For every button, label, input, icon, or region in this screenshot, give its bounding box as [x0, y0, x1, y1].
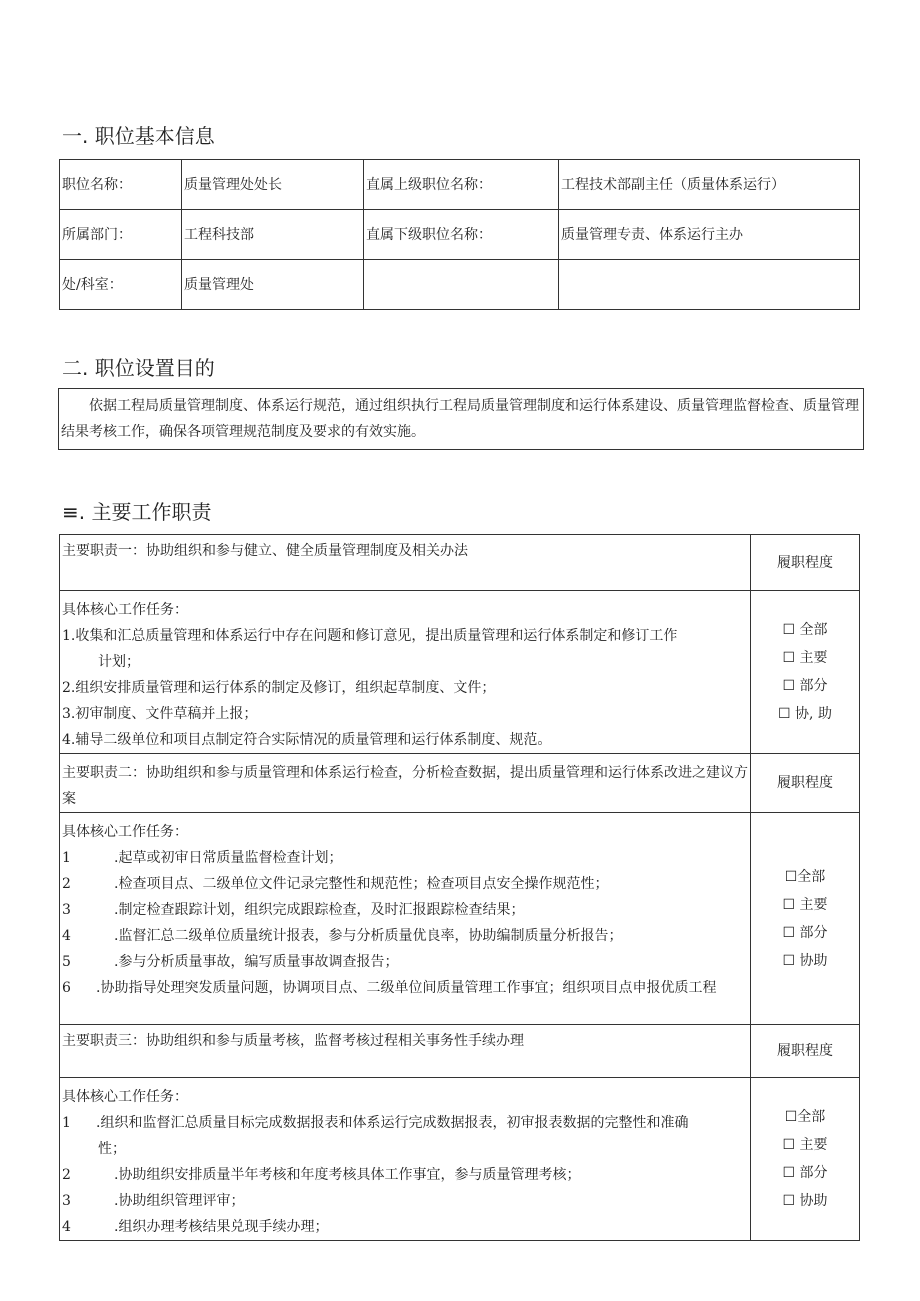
- checkbox-main[interactable]: ☐ 主要: [782, 1137, 828, 1153]
- checkbox-all[interactable]: ☐全部: [784, 1109, 826, 1125]
- duty-3-tasks: [60, 1078, 751, 1241]
- list-item-continued: 性；: [98, 1141, 126, 1157]
- checkbox-all[interactable]: ☐ 全部: [782, 622, 828, 638]
- section-1-title: 一. 职位基本信息: [62, 124, 215, 148]
- value-superior: 工程技术部副主任（质量体系运行）: [559, 160, 860, 210]
- task-head: 具体核心工作任务：: [62, 824, 188, 840]
- duty-2-degree-label: 履职程度: [751, 754, 860, 813]
- duty-3-title: 主要职责三：协助组织和参与质量考核，监督考核过程相关事务性手续办理: [60, 1025, 751, 1078]
- basic-info-table: [59, 159, 860, 310]
- table-row: [60, 1025, 860, 1078]
- task-head: 具体核心工作任务：: [62, 1089, 188, 1105]
- list-item: 1.收集和汇总质量管理和体系运行中存在问题和修订意见，提出质量管理和运行体系制定和修订工作: [62, 628, 678, 644]
- duty-3-degree-label: 履职程度: [751, 1025, 860, 1078]
- empty-cell: [559, 260, 860, 310]
- table-row: [60, 754, 860, 813]
- table-row: [60, 813, 860, 1025]
- duty-1-title: 主要职责一：协助组织和参与健立、健全质量管理制度及相关办法: [60, 535, 751, 591]
- checkbox-assist[interactable]: ☐ 协助: [782, 952, 828, 969]
- list-item: 1 .组织和监督汇总质量目标完成数据报表和体系运行完成数据报表，初审报表数据的完整性和准确: [62, 1115, 689, 1131]
- label-subordinate: 直属下级职位名称：: [364, 210, 559, 260]
- list-item: 3.初审制度、文件草稿并上报；: [62, 706, 258, 722]
- purpose-text: 依据工程局质量管理制度、体系运行规范，通过组织执行工程局质量管理制度和运行体系建设、质量管理监督检查、质量管理结果考核工作，确保各项管理规范制度及要求的有效实施。: [58, 388, 864, 450]
- table-row: [60, 1078, 860, 1241]
- checkbox-assist[interactable]: ☐ 协, 助: [778, 706, 832, 722]
- duties-table: [59, 534, 860, 1241]
- list-item: 3 .制定检查跟踪计划，组织完成跟踪检查，及时汇报跟踪检查结果；: [62, 902, 525, 918]
- duty-2-title: 主要职责二：协助组织和参与质量管理和体系运行检查，分析检查数据，提出质量管理和运行体系改进之建议方案: [60, 754, 751, 813]
- empty-cell: [364, 260, 559, 310]
- checkbox-partial[interactable]: ☐ 部分: [782, 678, 828, 694]
- value-department: 工程科技部: [182, 210, 364, 260]
- table-row: [60, 591, 860, 754]
- list-item-continued: 计划；: [98, 654, 140, 670]
- checkbox-main[interactable]: ☐ 主要: [782, 896, 828, 913]
- duty-3-checkboxes: [751, 1078, 860, 1241]
- list-item: 6 .协助指导处理突发质量问题，协调项目点、二级单位间质量管理工作事宜；组织项目点申报优质工程: [62, 980, 717, 996]
- section-3-title: ≡. 主要工作职责: [62, 500, 212, 524]
- list-item: 1 .起草或初审日常质量监督检查计划；: [62, 850, 343, 866]
- task-head: 具体核心工作任务：: [62, 602, 188, 618]
- label-office: 处/科室：: [60, 260, 182, 310]
- list-item: 2 .检查项目点、二级单位文件记录完整性和规范性；检查项目点安全操作规范性；: [62, 876, 609, 892]
- checkbox-all[interactable]: ☐全部: [784, 868, 826, 885]
- value-office: 质量管理处: [182, 260, 364, 310]
- checkbox-assist[interactable]: ☐ 协助: [782, 1193, 828, 1209]
- table-row: [60, 535, 860, 591]
- list-item: 3 .协助组织管理评审；: [62, 1193, 245, 1209]
- table-row: [60, 210, 860, 260]
- list-item: 2.组织安排质量管理和运行体系的制定及修订，组织起草制度、文件；: [62, 680, 496, 696]
- value-position-name: 质量管理处处长: [182, 160, 364, 210]
- checkbox-partial[interactable]: ☐ 部分: [782, 924, 828, 941]
- value-subordinate: 质量管理专责、体系运行主办: [559, 210, 860, 260]
- label-superior: 直属上级职位名称：: [364, 160, 559, 210]
- duty-1-degree-label: 履职程度: [751, 535, 860, 591]
- table-row: [60, 260, 860, 310]
- section-2-title: 二. 职位设置目的: [62, 356, 215, 380]
- duty-1-checkboxes: [751, 591, 860, 754]
- duty-2-tasks: [60, 813, 751, 1025]
- duty-1-tasks: [60, 591, 751, 754]
- list-item: 4 .监督汇总二级单位质量统计报表，参与分析质量优良率，协助编制质量分析报告；: [62, 928, 623, 944]
- checkbox-partial[interactable]: ☐ 部分: [782, 1165, 828, 1181]
- duty-2-checkboxes: [751, 813, 860, 1025]
- list-item: 4 .组织办理考核结果兑现手续办理；: [62, 1219, 329, 1235]
- list-item: 4.辅导二级单位和项目点制定符合实际情况的质量管理和运行体系制度、规范。: [62, 732, 552, 748]
- list-item: 2 .协助组织安排质量半年考核和年度考核具体工作事宜，参与质量管理考核；: [62, 1167, 581, 1183]
- label-position-name: 职位名称：: [60, 160, 182, 210]
- label-department: 所属部门：: [60, 210, 182, 260]
- list-item: 5 .参与分析质量事故，编写质量事故调查报告；: [62, 954, 399, 970]
- table-row: [60, 160, 860, 210]
- checkbox-main[interactable]: ☐ 主要: [782, 650, 828, 666]
